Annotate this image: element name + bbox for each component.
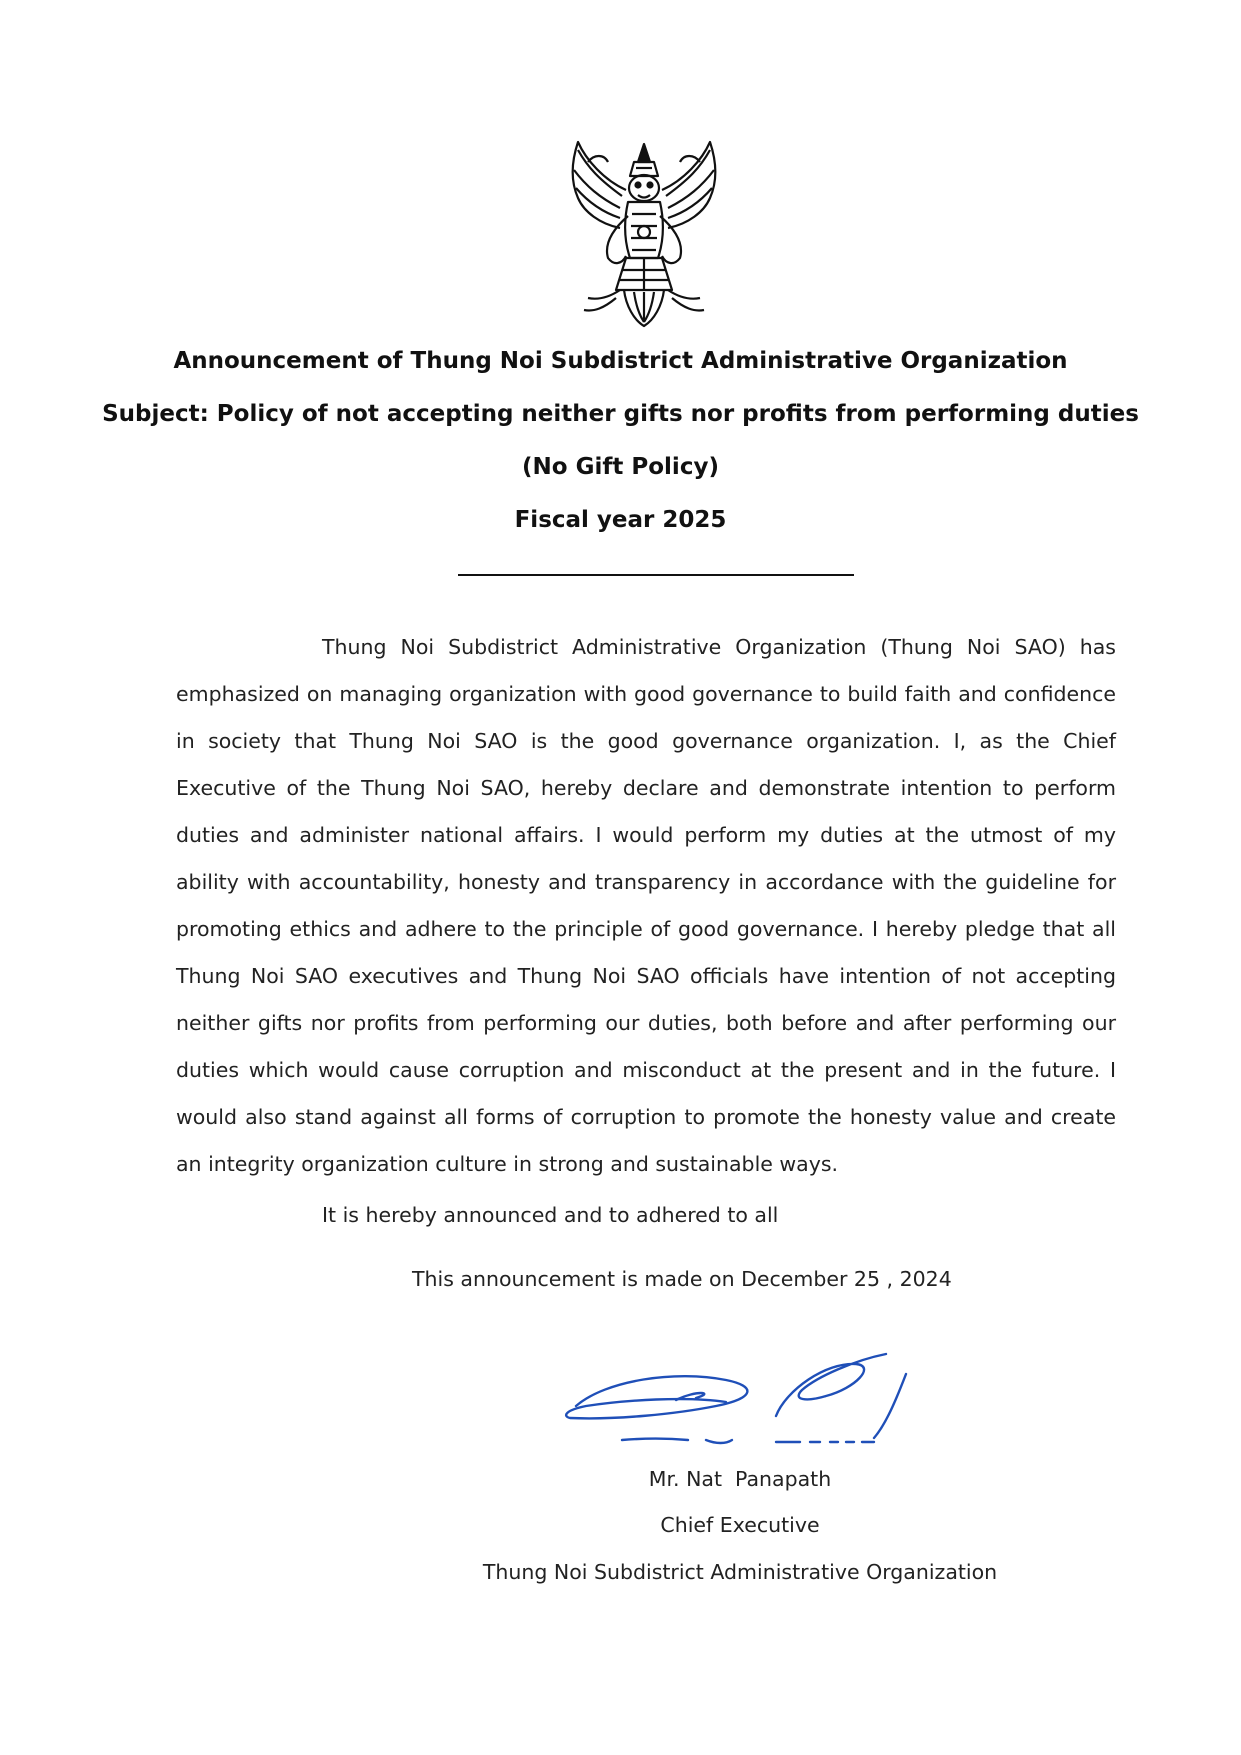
title-divider xyxy=(458,574,854,576)
signatory-position: Chief Executive xyxy=(660,1513,820,1537)
signature-image xyxy=(556,1340,936,1460)
signatory-name: Mr. Nat Panapath xyxy=(648,1467,832,1491)
signatory-organization: Thung Noi Subdistrict Administrative Organization xyxy=(482,1560,998,1584)
fiscal-year: Fiscal year 2025 xyxy=(514,507,727,533)
announcement-body: Thung Noi Subdistrict Administrative Organization (Thung Noi SAO) has emphasized on managing organization with good governance to build faith and confidence in society that Thung Noi SAO is the good governance organization. I, as the Chief Executive of the Thung Noi SAO, hereby declare and demonstrate intention to perform duties and administer national affairs. I would perform my duties at the utmost of my ability with accountability, honesty and transparency in accordance with the guideline for promoting ethics and adhere to the principle of good governance. I hereby pledge that all Thung Noi SAO executives and Thung Noi SAO officials have intention of not accepting neither gifts nor profits from performing our duties, both before and after performing our duties which would cause corruption and misconduct at the present and in the future. I would also stand against all forms of corruption to promote the honesty value and create an integrity organization culture in strong and sustainable ways. xyxy=(176,635,1116,1176)
policy-name: (No Gift Policy) xyxy=(522,454,719,480)
announcement-date: This announcement is made on December 25 , 2024 xyxy=(412,1267,952,1291)
announcement-title: Announcement of Thung Noi Subdistrict Administrative Organization xyxy=(173,348,1068,374)
closing-statement: It is hereby announced and to adhered to all xyxy=(322,1203,779,1227)
signature-strokes xyxy=(566,1354,906,1443)
announcement-subject: Subject: Policy of not accepting neither gifts nor profits from performing duties xyxy=(102,401,1139,427)
garuda-emblem-icon xyxy=(564,140,724,328)
